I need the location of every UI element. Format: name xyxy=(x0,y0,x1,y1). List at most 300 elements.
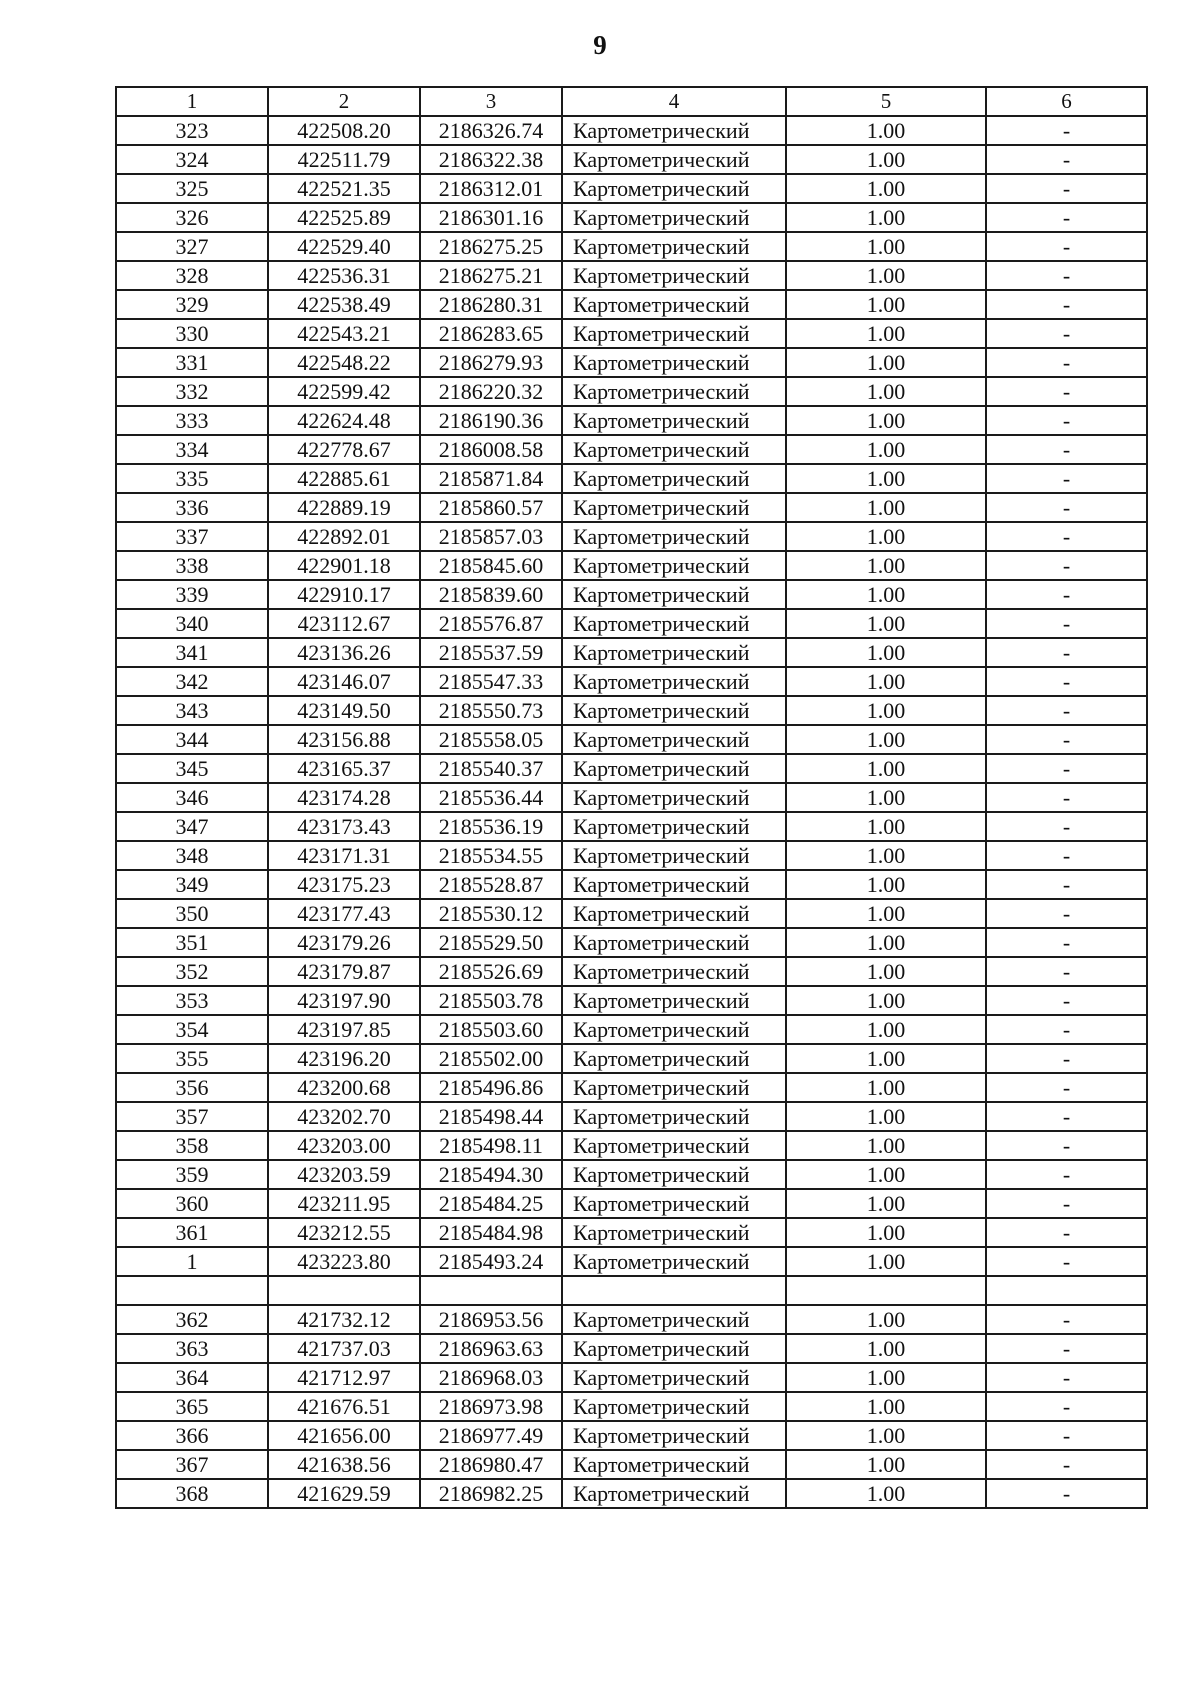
table-row xyxy=(116,145,1147,174)
table-row xyxy=(116,1131,1147,1160)
accuracy-cell: 1.00 xyxy=(786,1131,986,1160)
point-number-cell: 363 xyxy=(116,1334,268,1363)
table-row xyxy=(116,1015,1147,1044)
note-cell: - xyxy=(986,1160,1147,1189)
x-coordinate-cell: 423197.90 xyxy=(268,986,420,1015)
accuracy-cell: 1.00 xyxy=(786,522,986,551)
accuracy-cell: 1.00 xyxy=(786,1479,986,1508)
note-cell: - xyxy=(986,725,1147,754)
y-coordinate-cell: 2186326.74 xyxy=(420,116,562,145)
accuracy-cell: 1.00 xyxy=(786,232,986,261)
note-cell: - xyxy=(986,638,1147,667)
x-coordinate-cell: 423179.26 xyxy=(268,928,420,957)
point-number-cell: 334 xyxy=(116,435,268,464)
x-coordinate-cell: 421737.03 xyxy=(268,1334,420,1363)
empty-cell xyxy=(986,1276,1147,1305)
table-row xyxy=(116,580,1147,609)
point-number-cell: 333 xyxy=(116,406,268,435)
x-coordinate-cell: 422529.40 xyxy=(268,232,420,261)
table-row xyxy=(116,261,1147,290)
accuracy-cell: 1.00 xyxy=(786,609,986,638)
table-row xyxy=(116,812,1147,841)
method-cell: Картометрический xyxy=(562,957,786,986)
accuracy-cell: 1.00 xyxy=(786,261,986,290)
table-row xyxy=(116,609,1147,638)
point-number-cell: 337 xyxy=(116,522,268,551)
y-coordinate-cell: 2185498.11 xyxy=(420,1131,562,1160)
x-coordinate-cell: 422892.01 xyxy=(268,522,420,551)
accuracy-cell: 1.00 xyxy=(786,116,986,145)
method-cell: Картометрический xyxy=(562,928,786,957)
point-number-cell: 328 xyxy=(116,261,268,290)
method-cell: Картометрический xyxy=(562,1421,786,1450)
x-coordinate-cell: 423203.59 xyxy=(268,1160,420,1189)
method-cell: Картометрический xyxy=(562,1044,786,1073)
point-number-cell: 356 xyxy=(116,1073,268,1102)
table-row xyxy=(116,1363,1147,1392)
table-row xyxy=(116,116,1147,145)
y-coordinate-cell: 2185839.60 xyxy=(420,580,562,609)
table-row xyxy=(116,1479,1147,1508)
column-header: 6 xyxy=(986,87,1147,116)
method-cell: Картометрический xyxy=(562,783,786,812)
table-row xyxy=(116,986,1147,1015)
note-cell: - xyxy=(986,899,1147,928)
y-coordinate-cell: 2185484.98 xyxy=(420,1218,562,1247)
point-number-cell: 355 xyxy=(116,1044,268,1073)
y-coordinate-cell: 2185540.37 xyxy=(420,754,562,783)
y-coordinate-cell: 2186322.38 xyxy=(420,145,562,174)
accuracy-cell: 1.00 xyxy=(786,899,986,928)
x-coordinate-cell: 423211.95 xyxy=(268,1189,420,1218)
y-coordinate-cell: 2185857.03 xyxy=(420,522,562,551)
note-cell: - xyxy=(986,928,1147,957)
y-coordinate-cell: 2186301.16 xyxy=(420,203,562,232)
x-coordinate-cell: 422525.89 xyxy=(268,203,420,232)
note-cell: - xyxy=(986,406,1147,435)
accuracy-cell: 1.00 xyxy=(786,377,986,406)
empty-cell xyxy=(562,1276,786,1305)
table-row xyxy=(116,783,1147,812)
note-cell: - xyxy=(986,116,1147,145)
point-number-cell: 364 xyxy=(116,1363,268,1392)
method-cell: Картометрический xyxy=(562,377,786,406)
y-coordinate-cell: 2186220.32 xyxy=(420,377,562,406)
table-row xyxy=(116,1334,1147,1363)
table-row xyxy=(116,1102,1147,1131)
x-coordinate-cell: 423212.55 xyxy=(268,1218,420,1247)
table-row xyxy=(116,667,1147,696)
x-coordinate-cell: 423112.67 xyxy=(268,609,420,638)
table-row xyxy=(116,957,1147,986)
table-row xyxy=(116,1073,1147,1102)
y-coordinate-cell: 2185503.78 xyxy=(420,986,562,1015)
accuracy-cell: 1.00 xyxy=(786,1102,986,1131)
accuracy-cell: 1.00 xyxy=(786,1218,986,1247)
empty-cell xyxy=(268,1276,420,1305)
accuracy-cell: 1.00 xyxy=(786,696,986,725)
point-number-cell: 325 xyxy=(116,174,268,203)
accuracy-cell: 1.00 xyxy=(786,1363,986,1392)
accuracy-cell: 1.00 xyxy=(786,551,986,580)
point-number-cell: 338 xyxy=(116,551,268,580)
note-cell: - xyxy=(986,754,1147,783)
table-row xyxy=(116,725,1147,754)
y-coordinate-cell: 2185534.55 xyxy=(420,841,562,870)
x-coordinate-cell: 423200.68 xyxy=(268,1073,420,1102)
y-coordinate-cell: 2185860.57 xyxy=(420,493,562,522)
x-coordinate-cell: 423177.43 xyxy=(268,899,420,928)
note-cell: - xyxy=(986,145,1147,174)
note-cell: - xyxy=(986,812,1147,841)
method-cell: Картометрический xyxy=(562,290,786,319)
table-row xyxy=(116,377,1147,406)
y-coordinate-cell: 2186275.25 xyxy=(420,232,562,261)
accuracy-cell: 1.00 xyxy=(786,348,986,377)
method-cell: Картометрический xyxy=(562,203,786,232)
accuracy-cell: 1.00 xyxy=(786,957,986,986)
x-coordinate-cell: 422778.67 xyxy=(268,435,420,464)
note-cell: - xyxy=(986,348,1147,377)
table-row xyxy=(116,1392,1147,1421)
point-number-cell: 342 xyxy=(116,667,268,696)
point-number-cell: 327 xyxy=(116,232,268,261)
note-cell: - xyxy=(986,377,1147,406)
y-coordinate-cell: 2185494.30 xyxy=(420,1160,562,1189)
note-cell: - xyxy=(986,783,1147,812)
point-number-cell: 345 xyxy=(116,754,268,783)
y-coordinate-cell: 2185498.44 xyxy=(420,1102,562,1131)
accuracy-cell: 1.00 xyxy=(786,203,986,232)
y-coordinate-cell: 2185547.33 xyxy=(420,667,562,696)
method-cell: Картометрический xyxy=(562,899,786,928)
note-cell: - xyxy=(986,1015,1147,1044)
note-cell: - xyxy=(986,1334,1147,1363)
y-coordinate-cell: 2186283.65 xyxy=(420,319,562,348)
method-cell: Картометрический xyxy=(562,696,786,725)
y-coordinate-cell: 2186190.36 xyxy=(420,406,562,435)
point-number-cell: 366 xyxy=(116,1421,268,1450)
note-cell: - xyxy=(986,957,1147,986)
table-row xyxy=(116,1247,1147,1276)
method-cell: Картометрический xyxy=(562,319,786,348)
x-coordinate-cell: 423136.26 xyxy=(268,638,420,667)
y-coordinate-cell: 2186312.01 xyxy=(420,174,562,203)
method-cell: Картометрический xyxy=(562,1131,786,1160)
note-cell: - xyxy=(986,1479,1147,1508)
y-coordinate-cell: 2185502.00 xyxy=(420,1044,562,1073)
method-cell: Картометрический xyxy=(562,522,786,551)
accuracy-cell: 1.00 xyxy=(786,493,986,522)
x-coordinate-cell: 422901.18 xyxy=(268,551,420,580)
note-cell: - xyxy=(986,1189,1147,1218)
table-row xyxy=(116,290,1147,319)
accuracy-cell: 1.00 xyxy=(786,1189,986,1218)
y-coordinate-cell: 2185550.73 xyxy=(420,696,562,725)
method-cell: Картометрический xyxy=(562,1305,786,1334)
y-coordinate-cell: 2186973.98 xyxy=(420,1392,562,1421)
accuracy-cell: 1.00 xyxy=(786,638,986,667)
method-cell: Картометрический xyxy=(562,812,786,841)
point-number-cell: 348 xyxy=(116,841,268,870)
accuracy-cell: 1.00 xyxy=(786,1160,986,1189)
accuracy-cell: 1.00 xyxy=(786,1305,986,1334)
y-coordinate-cell: 2186982.25 xyxy=(420,1479,562,1508)
accuracy-cell: 1.00 xyxy=(786,725,986,754)
x-coordinate-cell: 422885.61 xyxy=(268,464,420,493)
point-number-cell: 358 xyxy=(116,1131,268,1160)
x-coordinate-cell: 423156.88 xyxy=(268,725,420,754)
column-header: 5 xyxy=(786,87,986,116)
table-row xyxy=(116,464,1147,493)
accuracy-cell: 1.00 xyxy=(786,580,986,609)
y-coordinate-cell: 2185528.87 xyxy=(420,870,562,899)
accuracy-cell: 1.00 xyxy=(786,1073,986,1102)
note-cell: - xyxy=(986,1363,1147,1392)
accuracy-cell: 1.00 xyxy=(786,928,986,957)
method-cell: Картометрический xyxy=(562,406,786,435)
method-cell: Картометрический xyxy=(562,1334,786,1363)
note-cell: - xyxy=(986,551,1147,580)
method-cell: Картометрический xyxy=(562,667,786,696)
accuracy-cell: 1.00 xyxy=(786,145,986,174)
point-number-cell: 335 xyxy=(116,464,268,493)
group-separator-row xyxy=(116,1276,1147,1305)
method-cell: Картометрический xyxy=(562,1189,786,1218)
y-coordinate-cell: 2185845.60 xyxy=(420,551,562,580)
table-row xyxy=(116,522,1147,551)
method-cell: Картометрический xyxy=(562,1073,786,1102)
point-number-cell: 336 xyxy=(116,493,268,522)
note-cell: - xyxy=(986,609,1147,638)
accuracy-cell: 1.00 xyxy=(786,783,986,812)
method-cell: Картометрический xyxy=(562,1479,786,1508)
note-cell: - xyxy=(986,493,1147,522)
x-coordinate-cell: 422536.31 xyxy=(268,261,420,290)
point-number-cell: 367 xyxy=(116,1450,268,1479)
method-cell: Картометрический xyxy=(562,870,786,899)
point-number-cell: 330 xyxy=(116,319,268,348)
note-cell: - xyxy=(986,319,1147,348)
y-coordinate-cell: 2186968.03 xyxy=(420,1363,562,1392)
x-coordinate-cell: 423203.00 xyxy=(268,1131,420,1160)
point-number-cell: 362 xyxy=(116,1305,268,1334)
method-cell: Картометрический xyxy=(562,1160,786,1189)
point-number-cell: 352 xyxy=(116,957,268,986)
method-cell: Картометрический xyxy=(562,174,786,203)
table-row xyxy=(116,319,1147,348)
y-coordinate-cell: 2186963.63 xyxy=(420,1334,562,1363)
accuracy-cell: 1.00 xyxy=(786,870,986,899)
point-number-cell: 1 xyxy=(116,1247,268,1276)
y-coordinate-cell: 2185526.69 xyxy=(420,957,562,986)
accuracy-cell: 1.00 xyxy=(786,435,986,464)
table-row xyxy=(116,232,1147,261)
method-cell: Картометрический xyxy=(562,725,786,754)
x-coordinate-cell: 421712.97 xyxy=(268,1363,420,1392)
table-row xyxy=(116,435,1147,464)
note-cell: - xyxy=(986,261,1147,290)
y-coordinate-cell: 2185536.44 xyxy=(420,783,562,812)
point-number-cell: 340 xyxy=(116,609,268,638)
point-number-cell: 365 xyxy=(116,1392,268,1421)
method-cell: Картометрический xyxy=(562,1392,786,1421)
method-cell: Картометрический xyxy=(562,551,786,580)
method-cell: Картометрический xyxy=(562,261,786,290)
y-coordinate-cell: 2186279.93 xyxy=(420,348,562,377)
note-cell: - xyxy=(986,986,1147,1015)
accuracy-cell: 1.00 xyxy=(786,812,986,841)
method-cell: Картометрический xyxy=(562,638,786,667)
x-coordinate-cell: 423179.87 xyxy=(268,957,420,986)
point-number-cell: 331 xyxy=(116,348,268,377)
note-cell: - xyxy=(986,1421,1147,1450)
table-row xyxy=(116,1218,1147,1247)
table-row xyxy=(116,928,1147,957)
x-coordinate-cell: 423173.43 xyxy=(268,812,420,841)
x-coordinate-cell: 422538.49 xyxy=(268,290,420,319)
note-cell: - xyxy=(986,522,1147,551)
x-coordinate-cell: 423149.50 xyxy=(268,696,420,725)
x-coordinate-cell: 421638.56 xyxy=(268,1450,420,1479)
note-cell: - xyxy=(986,1218,1147,1247)
point-number-cell: 349 xyxy=(116,870,268,899)
point-number-cell: 347 xyxy=(116,812,268,841)
point-number-cell: 350 xyxy=(116,899,268,928)
table-row xyxy=(116,551,1147,580)
method-cell: Картометрический xyxy=(562,1218,786,1247)
point-number-cell: 359 xyxy=(116,1160,268,1189)
table-row xyxy=(116,899,1147,928)
accuracy-cell: 1.00 xyxy=(786,841,986,870)
method-cell: Картометрический xyxy=(562,1450,786,1479)
method-cell: Картометрический xyxy=(562,493,786,522)
x-coordinate-cell: 423196.20 xyxy=(268,1044,420,1073)
table-row xyxy=(116,696,1147,725)
x-coordinate-cell: 423197.85 xyxy=(268,1015,420,1044)
table-row xyxy=(116,1450,1147,1479)
point-number-cell: 357 xyxy=(116,1102,268,1131)
method-cell: Картометрический xyxy=(562,1247,786,1276)
point-number-cell: 343 xyxy=(116,696,268,725)
accuracy-cell: 1.00 xyxy=(786,1247,986,1276)
method-cell: Картометрический xyxy=(562,754,786,783)
method-cell: Картометрический xyxy=(562,435,786,464)
table-row xyxy=(116,406,1147,435)
empty-cell xyxy=(786,1276,986,1305)
point-number-cell: 332 xyxy=(116,377,268,406)
y-coordinate-cell: 2185496.86 xyxy=(420,1073,562,1102)
method-cell: Картометрический xyxy=(562,1102,786,1131)
y-coordinate-cell: 2186275.21 xyxy=(420,261,562,290)
empty-cell xyxy=(420,1276,562,1305)
accuracy-cell: 1.00 xyxy=(786,986,986,1015)
accuracy-cell: 1.00 xyxy=(786,1450,986,1479)
note-cell: - xyxy=(986,174,1147,203)
accuracy-cell: 1.00 xyxy=(786,406,986,435)
table-row xyxy=(116,1044,1147,1073)
method-cell: Картометрический xyxy=(562,841,786,870)
method-cell: Картометрический xyxy=(562,232,786,261)
x-coordinate-cell: 421676.51 xyxy=(268,1392,420,1421)
point-number-cell: 361 xyxy=(116,1218,268,1247)
table-row xyxy=(116,1421,1147,1450)
note-cell: - xyxy=(986,290,1147,319)
accuracy-cell: 1.00 xyxy=(786,1334,986,1363)
accuracy-cell: 1.00 xyxy=(786,1392,986,1421)
note-cell: - xyxy=(986,667,1147,696)
accuracy-cell: 1.00 xyxy=(786,319,986,348)
method-cell: Картометрический xyxy=(562,609,786,638)
point-number-cell: 346 xyxy=(116,783,268,812)
y-coordinate-cell: 2185536.19 xyxy=(420,812,562,841)
x-coordinate-cell: 422508.20 xyxy=(268,116,420,145)
point-number-cell: 324 xyxy=(116,145,268,174)
note-cell: - xyxy=(986,696,1147,725)
table-row xyxy=(116,174,1147,203)
note-cell: - xyxy=(986,1305,1147,1334)
y-coordinate-cell: 2185529.50 xyxy=(420,928,562,957)
x-coordinate-cell: 422910.17 xyxy=(268,580,420,609)
method-cell: Картометрический xyxy=(562,145,786,174)
y-coordinate-cell: 2185503.60 xyxy=(420,1015,562,1044)
x-coordinate-cell: 421629.59 xyxy=(268,1479,420,1508)
table-row xyxy=(116,348,1147,377)
note-cell: - xyxy=(986,435,1147,464)
x-coordinate-cell: 422624.48 xyxy=(268,406,420,435)
point-number-cell: 368 xyxy=(116,1479,268,1508)
table-header-row xyxy=(116,87,1147,116)
note-cell: - xyxy=(986,870,1147,899)
y-coordinate-cell: 2186280.31 xyxy=(420,290,562,319)
x-coordinate-cell: 423223.80 xyxy=(268,1247,420,1276)
note-cell: - xyxy=(986,1073,1147,1102)
point-number-cell: 351 xyxy=(116,928,268,957)
accuracy-cell: 1.00 xyxy=(786,290,986,319)
note-cell: - xyxy=(986,203,1147,232)
method-cell: Картометрический xyxy=(562,348,786,377)
x-coordinate-cell: 422543.21 xyxy=(268,319,420,348)
point-number-cell: 326 xyxy=(116,203,268,232)
x-coordinate-cell: 422889.19 xyxy=(268,493,420,522)
point-number-cell: 354 xyxy=(116,1015,268,1044)
y-coordinate-cell: 2185558.05 xyxy=(420,725,562,754)
accuracy-cell: 1.00 xyxy=(786,1044,986,1073)
x-coordinate-cell: 421656.00 xyxy=(268,1421,420,1450)
x-coordinate-cell: 423165.37 xyxy=(268,754,420,783)
note-cell: - xyxy=(986,580,1147,609)
x-coordinate-cell: 423146.07 xyxy=(268,667,420,696)
x-coordinate-cell: 423174.28 xyxy=(268,783,420,812)
accuracy-cell: 1.00 xyxy=(786,754,986,783)
x-coordinate-cell: 421732.12 xyxy=(268,1305,420,1334)
note-cell: - xyxy=(986,1102,1147,1131)
x-coordinate-cell: 422521.35 xyxy=(268,174,420,203)
method-cell: Картометрический xyxy=(562,1363,786,1392)
note-cell: - xyxy=(986,841,1147,870)
note-cell: - xyxy=(986,1131,1147,1160)
accuracy-cell: 1.00 xyxy=(786,1015,986,1044)
y-coordinate-cell: 2186977.49 xyxy=(420,1421,562,1450)
table-row xyxy=(116,1160,1147,1189)
point-number-cell: 353 xyxy=(116,986,268,1015)
x-coordinate-cell: 422511.79 xyxy=(268,145,420,174)
note-cell: - xyxy=(986,1044,1147,1073)
point-number-cell: 341 xyxy=(116,638,268,667)
column-header: 4 xyxy=(562,87,786,116)
y-coordinate-cell: 2185530.12 xyxy=(420,899,562,928)
y-coordinate-cell: 2185537.59 xyxy=(420,638,562,667)
